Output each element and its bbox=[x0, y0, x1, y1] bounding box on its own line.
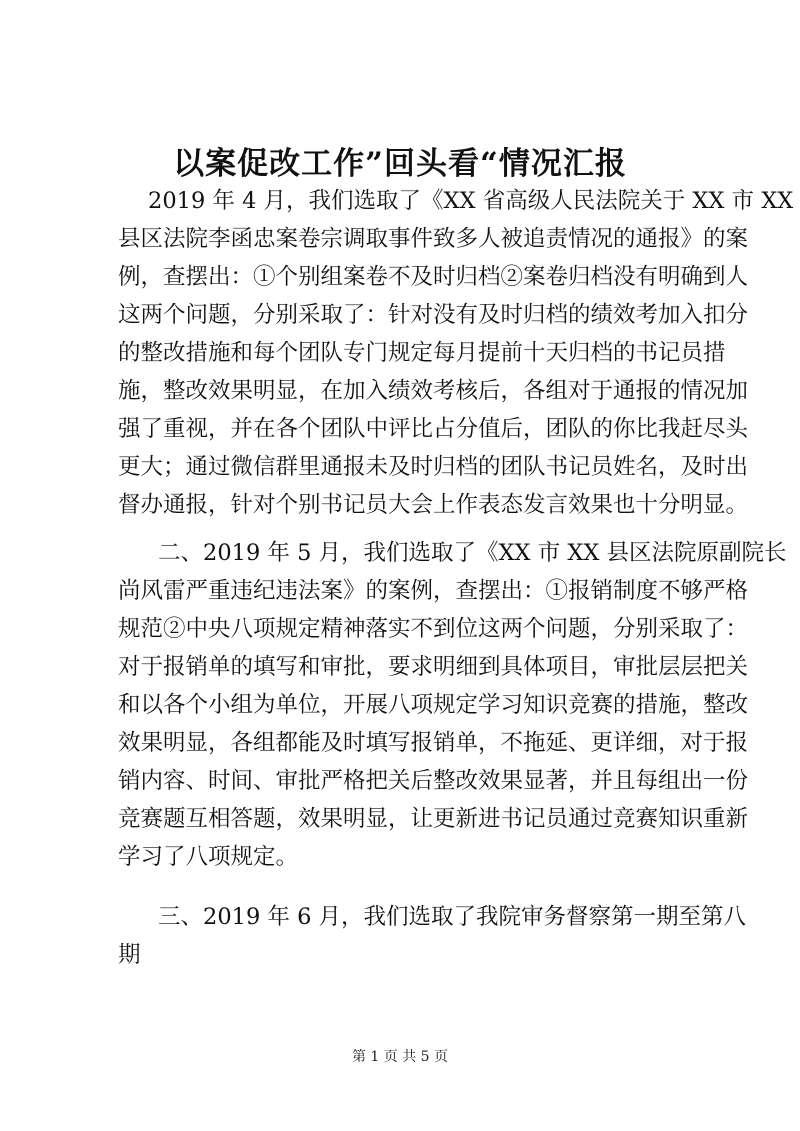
body-line-1: 2019 年 4 月，我们选取了《XX 省高级人民法院关于 XX 市 XX bbox=[148, 188, 794, 214]
body-line-10: 二、2019 年 5 月，我们选取了《XX 市 XX 县区法院原副院长 bbox=[158, 540, 787, 566]
body-line-20: 期 bbox=[118, 942, 141, 968]
body-line-14: 和以各个小组为单位，开展八项规定学习知识竞赛的措施，整改 bbox=[118, 692, 749, 718]
body-line-9: 督办通报，针对个别书记员大会上作表态发言效果也十分明显。 bbox=[118, 492, 749, 518]
body-line-6: 施，整改效果明显，在加入绩效考核后，各组对于通报的情况加 bbox=[118, 378, 749, 404]
body-line-8: 更大；通过微信群里通报未及时归档的团队书记员姓名，及时出 bbox=[118, 454, 749, 480]
page-footer: 第 1 页 共 5 页 bbox=[351, 1049, 449, 1065]
body-line-5: 的整改措施和每个团队专门规定每月提前十天归档的书记员措 bbox=[118, 340, 726, 366]
body-line-18: 学习了八项规定。 bbox=[118, 844, 299, 870]
body-line-11: 尚风雷严重违纪违法案》的案例，查摆出：①报销制度不够严格 bbox=[118, 578, 749, 604]
body-line-17: 竞赛题互相答题，效果明显，让更新进书记员通过竞赛知识重新 bbox=[118, 806, 749, 832]
body-line-4: 这两个问题，分别采取了：针对没有及时归档的绩效考加入扣分 bbox=[118, 302, 749, 328]
body-line-16: 销内容、时间、审批严格把关后整改效果显著，并且每组出一份 bbox=[118, 768, 749, 794]
body-line-7: 强了重视，并在各个团队中评比占分值后，团队的你比我赶尽头 bbox=[118, 416, 749, 442]
body-line-2: 县区法院李函忠案卷宗调取事件致多人被追责情况的通报》的案 bbox=[118, 226, 749, 252]
body-line-12: 规范②中央八项规定精神落实不到位这两个问题，分别采取了： bbox=[118, 616, 749, 642]
body-line-3: 例，查摆出：①个别组案卷不及时归档②案卷归档没有明确到人 bbox=[118, 264, 749, 290]
document-title: 以案促改工作”回头看“情况汇报 bbox=[173, 146, 627, 182]
body-line-19: 三、2019 年 6 月，我们选取了我院审务督察第一期至第八 bbox=[158, 904, 747, 930]
body-line-15: 效果明显，各组都能及时填写报销单，不拖延、更详细，对于报 bbox=[118, 730, 749, 756]
body-line-13: 对于报销单的填写和审批，要求明细到具体项目，审批层层把关 bbox=[118, 654, 749, 680]
